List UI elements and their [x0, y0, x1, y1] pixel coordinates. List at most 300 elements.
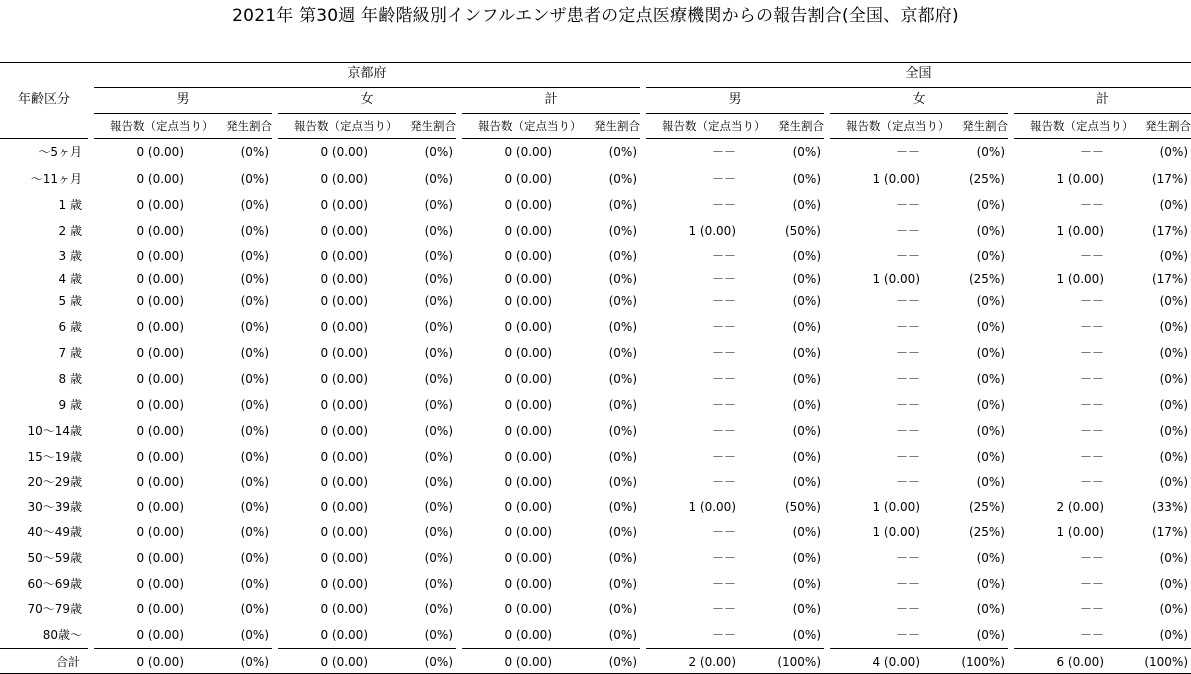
- count-cell: 0 (0.00): [136, 450, 184, 464]
- ratio-cell: (0%): [240, 224, 269, 238]
- count-cell: 0 (0.00): [320, 346, 368, 360]
- count-label-national-female: 報告数（定点当り）: [846, 119, 950, 133]
- count-cell: －－: [895, 602, 920, 616]
- count-cell: 0 (0.00): [136, 294, 184, 308]
- ratio-label-kyoto-female: 発生割合: [410, 119, 456, 133]
- count-cell: －－: [1079, 198, 1104, 212]
- ratio-cell: (0%): [792, 525, 821, 539]
- count-cell: －－: [895, 551, 920, 565]
- count-cell: 0 (0.00): [504, 294, 552, 308]
- count-cell: －－: [1079, 294, 1104, 308]
- sex-rule-3: [646, 113, 824, 114]
- ratio-cell: (0%): [976, 628, 1005, 642]
- count-label-kyoto-male: 報告数（定点当り）: [110, 119, 214, 133]
- age-label: 8 歳: [58, 372, 82, 386]
- age-label: 15～19歳: [27, 450, 82, 464]
- ratio-cell: (0%): [240, 577, 269, 591]
- ratio-cell: (0%): [976, 249, 1005, 263]
- total-label: 合計: [55, 655, 80, 669]
- count-cell: －－: [711, 577, 736, 591]
- page-title: 2021年 第30週 年齢階級別インフルエンザ患者の定点医療機関からの報告割合(全国、京都府): [232, 6, 959, 26]
- ratio-cell: (0%): [792, 320, 821, 334]
- ratio-cell: (0%): [240, 372, 269, 386]
- ratio-cell: (0%): [240, 500, 269, 514]
- ratio-cell: (0%): [976, 450, 1005, 464]
- ratio-cell: (0%): [1159, 346, 1188, 360]
- count-cell: 0 (0.00): [504, 398, 552, 412]
- count-cell: 0 (0.00): [504, 320, 552, 334]
- ratio-cell: (0%): [608, 224, 637, 238]
- count-cell: 0 (0.00): [504, 450, 552, 464]
- age-label: 60～69歳: [27, 577, 82, 591]
- count-cell: 0 (0.00): [504, 475, 552, 489]
- age-column-header: 年齢区分: [17, 92, 70, 107]
- ratio-cell: (0%): [976, 346, 1005, 360]
- ratio-cell: (0%): [240, 172, 269, 186]
- total-ratio-cell: (100%): [777, 655, 821, 669]
- age-label: 3 歳: [58, 249, 82, 263]
- count-cell: －－: [895, 224, 920, 238]
- subhdr-rule-4: [830, 138, 1008, 139]
- count-cell: －－: [711, 450, 736, 464]
- ratio-cell: (0%): [424, 450, 453, 464]
- ratio-cell: (0%): [608, 424, 637, 438]
- ratio-cell: (0%): [1159, 475, 1188, 489]
- count-cell: －－: [1079, 424, 1104, 438]
- total-count-cell: 4 (0.00): [872, 655, 920, 669]
- ratio-cell: (0%): [240, 346, 269, 360]
- count-cell: 1 (0.00): [872, 525, 920, 539]
- ratio-cell: (0%): [240, 320, 269, 334]
- ratio-cell: (0%): [424, 172, 453, 186]
- ratio-cell: (0%): [976, 294, 1005, 308]
- age-label: ～5ヶ月: [38, 145, 82, 159]
- count-cell: 1 (0.00): [1056, 525, 1104, 539]
- count-cell: 0 (0.00): [504, 577, 552, 591]
- count-cell: 0 (0.00): [136, 551, 184, 565]
- ratio-cell: (0%): [976, 320, 1005, 334]
- total-ratio-cell: (100%): [961, 655, 1005, 669]
- count-cell: －－: [711, 602, 736, 616]
- ratio-cell: (0%): [240, 294, 269, 308]
- subhdr-rule-1: [278, 138, 456, 139]
- ratio-cell: (0%): [424, 224, 453, 238]
- sex-header-kyoto-female: 女: [360, 92, 374, 107]
- total-count-cell: 0 (0.00): [136, 655, 184, 669]
- ratio-cell: (17%): [1151, 172, 1188, 186]
- sex-header-kyoto-male: 男: [176, 92, 190, 107]
- ratio-cell: (0%): [792, 577, 821, 591]
- total-ratio-cell: (100%): [1144, 655, 1188, 669]
- count-cell: 0 (0.00): [504, 525, 552, 539]
- count-cell: －－: [1079, 398, 1104, 412]
- ratio-cell: (0%): [424, 628, 453, 642]
- ratio-cell: (0%): [608, 372, 637, 386]
- ratio-cell: (0%): [976, 424, 1005, 438]
- age-label: 2 歳: [58, 224, 82, 238]
- ratio-cell: (0%): [792, 294, 821, 308]
- ratio-label-kyoto-male: 発生割合: [226, 119, 272, 133]
- group-rule-national: [646, 87, 1191, 88]
- count-cell: 0 (0.00): [136, 500, 184, 514]
- age-label: 20～29歳: [27, 475, 82, 489]
- total-count-cell: 0 (0.00): [504, 655, 552, 669]
- ratio-label-national-female: 発生割合: [962, 119, 1008, 133]
- subhdr-rule-3: [646, 138, 824, 139]
- ratio-cell: (0%): [792, 372, 821, 386]
- ratio-cell: (0%): [1159, 249, 1188, 263]
- ratio-cell: (0%): [608, 320, 637, 334]
- ratio-cell: (17%): [1151, 525, 1188, 539]
- ratio-cell: (0%): [976, 475, 1005, 489]
- ratio-cell: (0%): [1159, 294, 1188, 308]
- count-cell: 0 (0.00): [136, 272, 184, 286]
- count-cell: －－: [711, 272, 736, 286]
- ratio-cell: (0%): [424, 198, 453, 212]
- age-label: 40～49歳: [27, 525, 82, 539]
- count-cell: －－: [895, 372, 920, 386]
- ratio-cell: (17%): [1151, 272, 1188, 286]
- ratio-cell: (0%): [608, 525, 637, 539]
- total-top-rule-age: [0, 648, 88, 649]
- count-cell: 0 (0.00): [320, 249, 368, 263]
- count-cell: 1 (0.00): [872, 500, 920, 514]
- count-cell: －－: [1079, 249, 1104, 263]
- count-cell: 0 (0.00): [504, 272, 552, 286]
- ratio-cell: (0%): [976, 398, 1005, 412]
- count-cell: 0 (0.00): [320, 145, 368, 159]
- ratio-cell: (0%): [424, 346, 453, 360]
- ratio-cell: (0%): [976, 145, 1005, 159]
- age-label: 80歳～: [42, 628, 82, 642]
- ratio-cell: (0%): [424, 294, 453, 308]
- subhdr-rule-5: [1014, 138, 1191, 139]
- count-cell: 0 (0.00): [504, 224, 552, 238]
- ratio-cell: (50%): [784, 500, 821, 514]
- ratio-cell: (0%): [424, 424, 453, 438]
- age-label: 70～79歳: [27, 602, 82, 616]
- count-cell: －－: [1079, 551, 1104, 565]
- ratio-cell: (0%): [792, 172, 821, 186]
- count-cell: 0 (0.00): [136, 372, 184, 386]
- count-cell: 0 (0.00): [136, 249, 184, 263]
- count-cell: 2 (0.00): [1056, 500, 1104, 514]
- total-ratio-cell: (0%): [240, 655, 269, 669]
- total-count-cell: 0 (0.00): [320, 655, 368, 669]
- ratio-cell: (0%): [424, 475, 453, 489]
- count-cell: 0 (0.00): [136, 145, 184, 159]
- sex-header-national-male: 男: [728, 92, 742, 107]
- count-cell: －－: [895, 294, 920, 308]
- ratio-cell: (0%): [424, 372, 453, 386]
- total-top-rule-4: [830, 648, 1008, 649]
- count-cell: 0 (0.00): [320, 475, 368, 489]
- ratio-cell: (0%): [240, 398, 269, 412]
- count-cell: 1 (0.00): [688, 500, 736, 514]
- count-cell: －－: [895, 249, 920, 263]
- count-cell: 0 (0.00): [320, 424, 368, 438]
- count-cell: 0 (0.00): [504, 249, 552, 263]
- count-cell: －－: [1079, 372, 1104, 386]
- total-ratio-cell: (0%): [424, 655, 453, 669]
- count-cell: －－: [1079, 450, 1104, 464]
- count-cell: －－: [711, 424, 736, 438]
- count-cell: 0 (0.00): [136, 602, 184, 616]
- count-cell: 1 (0.00): [872, 272, 920, 286]
- count-cell: 0 (0.00): [320, 628, 368, 642]
- count-label-kyoto-female: 報告数（定点当り）: [294, 119, 398, 133]
- count-cell: －－: [711, 551, 736, 565]
- count-cell: －－: [895, 198, 920, 212]
- ratio-cell: (0%): [792, 602, 821, 616]
- count-cell: 0 (0.00): [136, 198, 184, 212]
- ratio-cell: (0%): [240, 628, 269, 642]
- count-cell: 0 (0.00): [504, 372, 552, 386]
- count-cell: 0 (0.00): [136, 320, 184, 334]
- count-cell: －－: [895, 346, 920, 360]
- count-cell: －－: [1079, 475, 1104, 489]
- ratio-label-national-total: 発生割合: [1145, 119, 1191, 133]
- subhdr-rule-age: [0, 138, 88, 139]
- ratio-cell: (0%): [976, 198, 1005, 212]
- ratio-cell: (0%): [1159, 424, 1188, 438]
- ratio-cell: (0%): [976, 551, 1005, 565]
- count-label-national-total: 報告数（定点当り）: [1030, 119, 1134, 133]
- count-cell: －－: [895, 475, 920, 489]
- count-cell: －－: [895, 424, 920, 438]
- count-cell: 0 (0.00): [320, 602, 368, 616]
- ratio-cell: (0%): [792, 249, 821, 263]
- count-cell: －－: [711, 398, 736, 412]
- ratio-cell: (0%): [240, 249, 269, 263]
- ratio-cell: (0%): [240, 602, 269, 616]
- count-cell: 0 (0.00): [504, 551, 552, 565]
- count-cell: 0 (0.00): [136, 172, 184, 186]
- ratio-cell: (0%): [240, 272, 269, 286]
- count-cell: 0 (0.00): [136, 475, 184, 489]
- ratio-cell: (0%): [240, 450, 269, 464]
- ratio-cell: (0%): [608, 577, 637, 591]
- ratio-cell: (0%): [1159, 450, 1188, 464]
- ratio-cell: (0%): [1159, 551, 1188, 565]
- ratio-cell: (0%): [608, 272, 637, 286]
- count-cell: －－: [711, 525, 736, 539]
- ratio-cell: (0%): [608, 398, 637, 412]
- ratio-cell: (0%): [1159, 577, 1188, 591]
- count-cell: －－: [711, 249, 736, 263]
- count-cell: 1 (0.00): [1056, 172, 1104, 186]
- count-cell: －－: [1079, 346, 1104, 360]
- count-cell: －－: [895, 145, 920, 159]
- count-cell: －－: [1079, 577, 1104, 591]
- ratio-cell: (0%): [792, 424, 821, 438]
- age-label: 10～14歳: [27, 424, 82, 438]
- ratio-label-kyoto-total: 発生割合: [594, 119, 640, 133]
- ratio-cell: (0%): [608, 602, 637, 616]
- ratio-cell: (0%): [608, 172, 637, 186]
- count-cell: 0 (0.00): [320, 551, 368, 565]
- age-label: 30～39歳: [27, 500, 82, 514]
- count-cell: －－: [1079, 145, 1104, 159]
- ratio-cell: (25%): [968, 172, 1005, 186]
- ratio-cell: (0%): [976, 602, 1005, 616]
- sex-rule-5: [1014, 113, 1191, 114]
- total-top-rule-1: [278, 648, 456, 649]
- count-cell: 0 (0.00): [320, 320, 368, 334]
- ratio-cell: (0%): [608, 475, 637, 489]
- count-cell: 0 (0.00): [504, 346, 552, 360]
- age-label: 7 歳: [58, 346, 82, 360]
- ratio-label-national-male: 発生割合: [778, 119, 824, 133]
- sex-rule-1: [278, 113, 456, 114]
- ratio-cell: (25%): [968, 500, 1005, 514]
- count-cell: －－: [711, 294, 736, 308]
- count-cell: 0 (0.00): [320, 224, 368, 238]
- ratio-cell: (0%): [424, 525, 453, 539]
- ratio-cell: (0%): [792, 450, 821, 464]
- ratio-cell: (0%): [976, 224, 1005, 238]
- sex-header-national-total: 計: [1095, 92, 1109, 107]
- total-ratio-cell: (0%): [608, 655, 637, 669]
- count-cell: 0 (0.00): [320, 294, 368, 308]
- count-cell: 0 (0.00): [136, 628, 184, 642]
- count-cell: －－: [895, 577, 920, 591]
- ratio-cell: (0%): [240, 551, 269, 565]
- total-top-rule-5: [1014, 648, 1191, 649]
- count-cell: 1 (0.00): [872, 172, 920, 186]
- table-top-rule: [0, 62, 1191, 63]
- ratio-cell: (0%): [792, 198, 821, 212]
- ratio-cell: (0%): [792, 551, 821, 565]
- count-cell: 0 (0.00): [320, 198, 368, 212]
- count-cell: －－: [895, 450, 920, 464]
- ratio-cell: (0%): [608, 198, 637, 212]
- ratio-cell: (0%): [1159, 372, 1188, 386]
- ratio-cell: (50%): [784, 224, 821, 238]
- ratio-cell: (0%): [1159, 628, 1188, 642]
- ratio-cell: (0%): [976, 577, 1005, 591]
- sex-rule-4: [830, 113, 1008, 114]
- ratio-cell: (0%): [424, 602, 453, 616]
- total-top-rule-2: [462, 648, 640, 649]
- ratio-cell: (0%): [424, 398, 453, 412]
- count-cell: －－: [711, 145, 736, 159]
- ratio-cell: (0%): [424, 272, 453, 286]
- total-top-rule-3: [646, 648, 824, 649]
- total-count-cell: 2 (0.00): [688, 655, 736, 669]
- count-cell: －－: [711, 198, 736, 212]
- count-cell: 0 (0.00): [320, 398, 368, 412]
- count-cell: 0 (0.00): [136, 398, 184, 412]
- ratio-cell: (0%): [976, 372, 1005, 386]
- count-cell: －－: [1079, 320, 1104, 334]
- count-cell: 0 (0.00): [504, 172, 552, 186]
- ratio-cell: (0%): [240, 145, 269, 159]
- count-cell: －－: [1079, 628, 1104, 642]
- group-header-kyoto: 京都府: [347, 66, 387, 81]
- age-label: 9 歳: [58, 398, 82, 412]
- age-label: 1 歳: [58, 198, 82, 212]
- ratio-cell: (0%): [608, 628, 637, 642]
- age-label: 4 歳: [58, 272, 82, 286]
- ratio-cell: (0%): [608, 145, 637, 159]
- ratio-cell: (0%): [792, 475, 821, 489]
- count-cell: －－: [895, 320, 920, 334]
- count-cell: 0 (0.00): [504, 145, 552, 159]
- count-cell: 0 (0.00): [504, 628, 552, 642]
- ratio-cell: (0%): [1159, 198, 1188, 212]
- count-cell: 0 (0.00): [504, 602, 552, 616]
- ratio-cell: (0%): [424, 551, 453, 565]
- count-cell: 0 (0.00): [320, 577, 368, 591]
- ratio-cell: (0%): [792, 398, 821, 412]
- count-cell: 0 (0.00): [320, 272, 368, 286]
- ratio-cell: (0%): [608, 551, 637, 565]
- count-cell: 0 (0.00): [136, 346, 184, 360]
- count-cell: 1 (0.00): [1056, 224, 1104, 238]
- count-cell: 0 (0.00): [320, 172, 368, 186]
- ratio-cell: (0%): [240, 475, 269, 489]
- ratio-cell: (0%): [792, 628, 821, 642]
- count-cell: 0 (0.00): [320, 500, 368, 514]
- ratio-cell: (0%): [240, 525, 269, 539]
- ratio-cell: (0%): [608, 294, 637, 308]
- sex-header-national-female: 女: [912, 92, 926, 107]
- count-cell: 1 (0.00): [1056, 272, 1104, 286]
- count-cell: 0 (0.00): [504, 500, 552, 514]
- total-top-rule-0: [94, 648, 272, 649]
- count-cell: 0 (0.00): [504, 424, 552, 438]
- count-cell: －－: [711, 372, 736, 386]
- ratio-cell: (0%): [424, 577, 453, 591]
- count-cell: －－: [1079, 602, 1104, 616]
- count-cell: －－: [711, 346, 736, 360]
- ratio-cell: (0%): [1159, 602, 1188, 616]
- count-cell: －－: [895, 628, 920, 642]
- ratio-cell: (0%): [608, 500, 637, 514]
- count-cell: －－: [711, 320, 736, 334]
- count-cell: 0 (0.00): [320, 525, 368, 539]
- count-cell: 0 (0.00): [136, 577, 184, 591]
- count-cell: 0 (0.00): [136, 424, 184, 438]
- total-count-cell: 6 (0.00): [1056, 655, 1104, 669]
- count-cell: －－: [711, 628, 736, 642]
- ratio-cell: (0%): [1159, 320, 1188, 334]
- sex-rule-0: [94, 113, 272, 114]
- count-cell: －－: [711, 172, 736, 186]
- count-label-national-male: 報告数（定点当り）: [662, 119, 766, 133]
- ratio-cell: (0%): [424, 145, 453, 159]
- age-label: 5 歳: [58, 294, 82, 308]
- ratio-cell: (0%): [792, 346, 821, 360]
- ratio-cell: (0%): [424, 249, 453, 263]
- subhdr-rule-2: [462, 138, 640, 139]
- ratio-cell: (0%): [608, 450, 637, 464]
- subhdr-rule-0: [94, 138, 272, 139]
- ratio-cell: (0%): [424, 500, 453, 514]
- ratio-cell: (33%): [1151, 500, 1188, 514]
- sex-rule-2: [462, 113, 640, 114]
- ratio-cell: (0%): [1159, 145, 1188, 159]
- count-cell: 0 (0.00): [136, 525, 184, 539]
- ratio-cell: (0%): [240, 198, 269, 212]
- group-header-national: 全国: [905, 66, 932, 81]
- ratio-cell: (25%): [968, 525, 1005, 539]
- age-label: ～11ヶ月: [30, 172, 82, 186]
- count-cell: 0 (0.00): [320, 450, 368, 464]
- count-cell: 1 (0.00): [688, 224, 736, 238]
- ratio-cell: (0%): [608, 249, 637, 263]
